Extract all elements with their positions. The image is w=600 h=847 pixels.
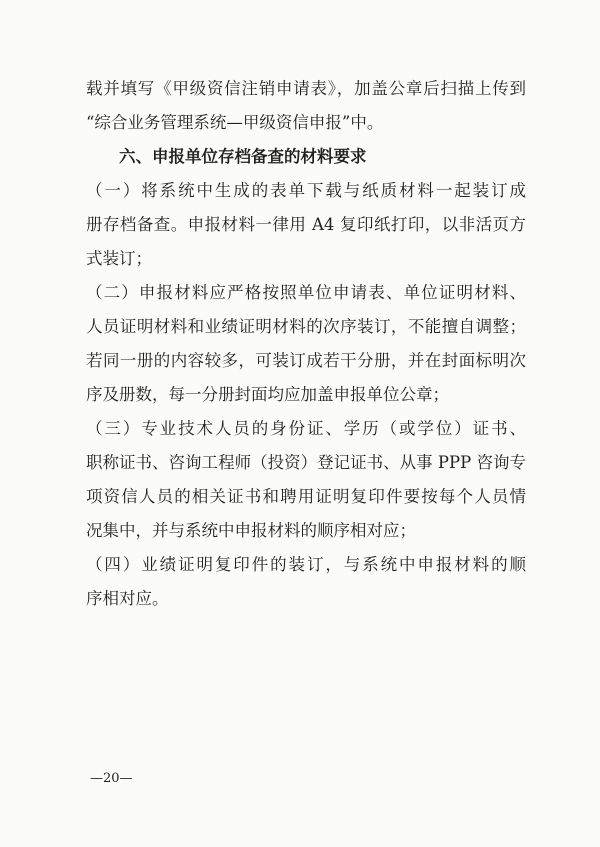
body-text-line: 序相对应。 (86, 589, 169, 608)
body-text-line: 况集中，并与系统中申报材料的顺序相对应； (86, 521, 416, 540)
body-text-line: 式装订； (86, 249, 152, 268)
body-text-line: （二）申报材料应严格按照单位申请表、单位证明材料、 (86, 283, 526, 302)
section-heading: 六、申报单位存档备查的材料要求 (119, 147, 367, 166)
body-text-line: 册存档备查。申报材料一律用 A4 复印纸打印，以非活页方 (86, 215, 526, 234)
body-text-line: 序及册数，每一分册封面均应加盖申报单位公章； (86, 385, 449, 404)
body-text-line: （一）将系统中生成的表单下载与纸质材料一起装订成 (86, 181, 526, 200)
body-text-line: “综合业务管理系统—甲级资信申报”中。 (86, 113, 384, 132)
body-text-line: （四）业绩证明复印件的装订，与系统中申报材料的顺 (86, 555, 526, 574)
body-text-line: （三）专业技术人员的身份证、学历（或学位）证书、 (86, 419, 526, 438)
page-number: —20— (90, 771, 133, 786)
body-text-line: 载并填写《甲级资信注销申请表》，加盖公章后扫描上传到 (86, 79, 526, 98)
body-text-line: 职称证书、咨询工程师（投资）登记证书、从事 PPP 咨询专 (86, 453, 526, 472)
body-text-line: 若同一册的内容较多，可装订成若干分册，并在封面标明次 (86, 351, 526, 370)
body-text-line: 项资信人员的相关证书和聘用证明复印件要按每个人员情 (86, 487, 526, 506)
body-text-line: 人员证明材料和业绩证明材料的次序装订，不能擅自调整； (86, 317, 526, 336)
